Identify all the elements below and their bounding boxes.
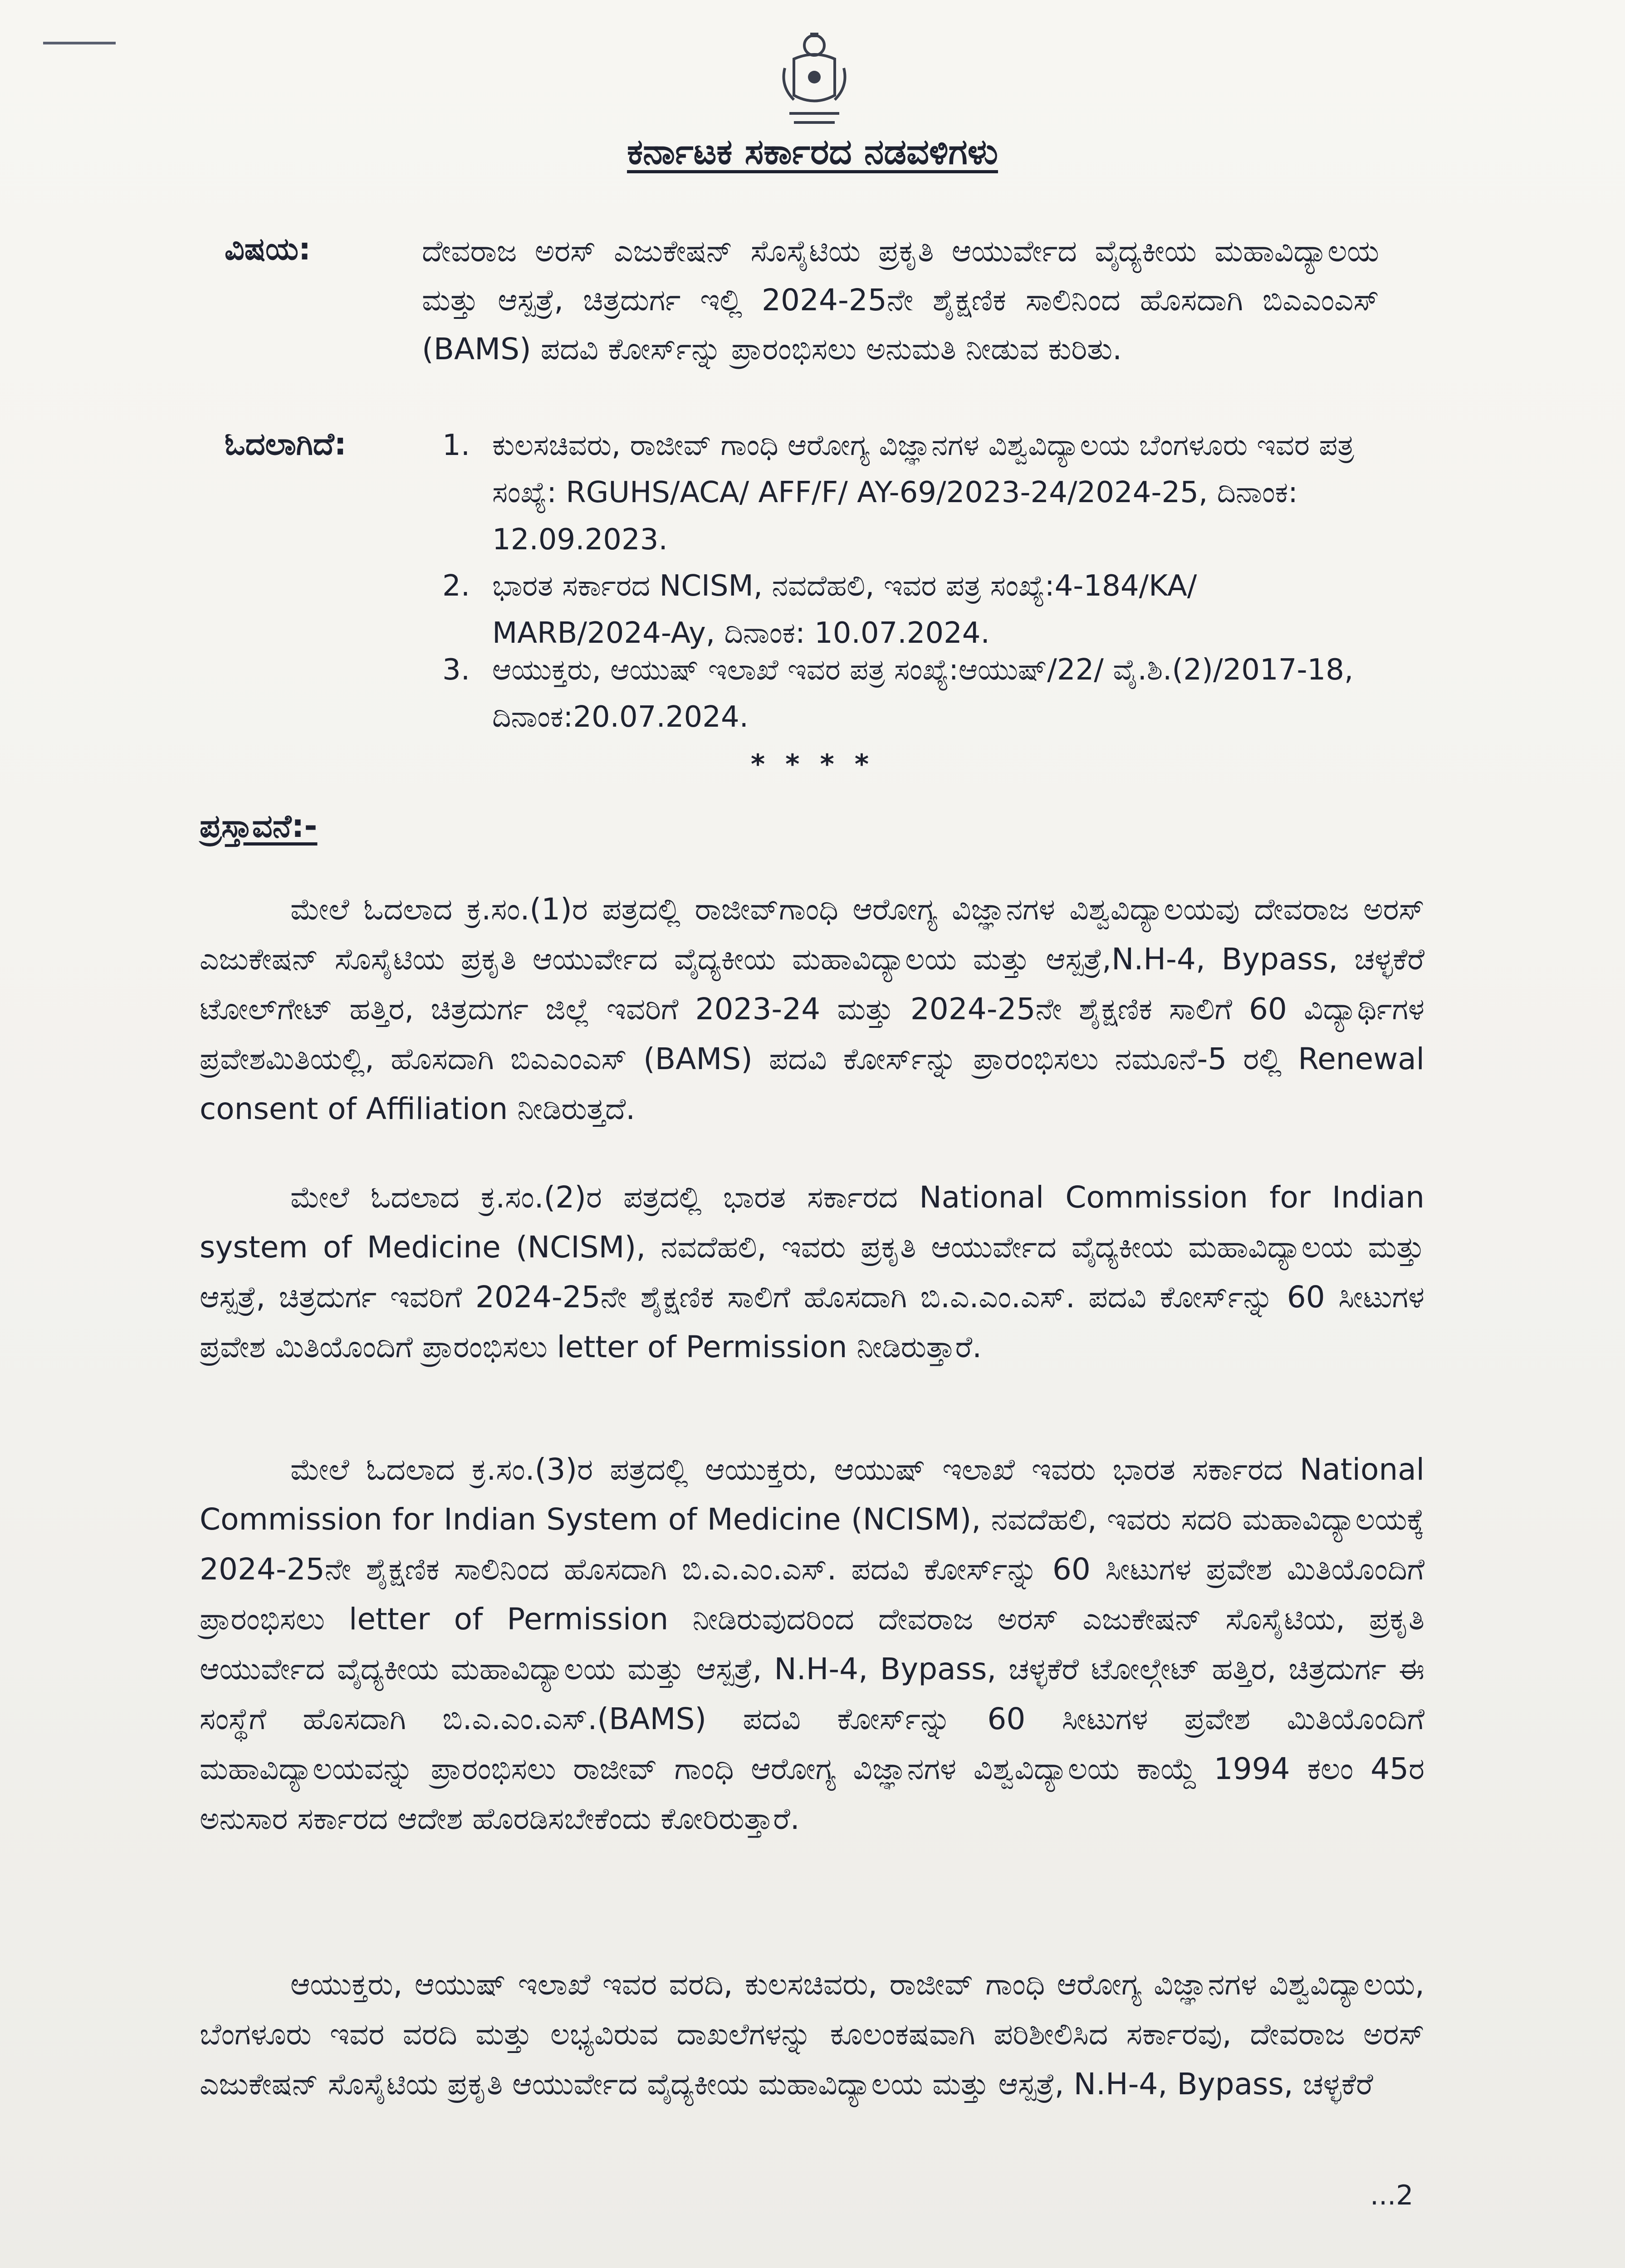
references-label: ಓದಲಾಗಿದೆ: <box>225 426 347 462</box>
page-continuation: ...2 <box>1370 2180 1414 2211</box>
reference-number: 2. <box>442 569 470 603</box>
reference-item: ಕುಲಸಚಿವರು, ರಾಜೀವ್ ಗಾಂಧಿ ಆರೋಗ್ಯ ವಿಜ್ಞಾನಗಳ ವಿಶ್ವವಿದ್ಯಾಲಯ ಬೆಂಗಳೂರು ಇವರ ಪತ್ರ ಸಂಖ್ಯೆ: RGUHS/ACA/ AFF/F/ AY-69/2023-24/2024-25, ದಿನಾಂಕ: 12.09.2023. <box>492 429 1354 557</box>
reference-item: ಆಯುಕ್ತರು, ಆಯುಷ್ ಇಲಾಖೆ ಇವರ ಪತ್ರ ಸಂಖ್ಯೆ:ಆಯುಷ್/22/ ವೈ.ಶಿ.(2)/2017-18, ದಿನಾಂಕ:20.07.2024. <box>492 653 1354 734</box>
preamble-paragraph: ಮೇಲೆ ಓದಲಾದ ಕ್ರ.ಸಂ.(1)ರ ಪತ್ರದಲ್ಲಿ ರಾಜೀವ್‌ಗಾಂಧಿ ಆರೋಗ್ಯ ವಿಜ್ಞಾನಗಳ ವಿಶ್ವವಿದ್ಯಾಲಯವು ದೇವರಾಜ ಅರಸ್ ಎಜುಕೇಷನ್ ಸೊಸೈಟಿಯ ಪ್ರಕೃತಿ ಆಯುರ್ವೇದ ವೈದ್ಯಕೀಯ ಮಹಾವಿದ್ಯಾಲಯ ಮತ್ತು ಆಸ್ಪತ್ರೆ,N.H-4, Bypass, ಚಳ್ಳಕೆರೆ ಟೋಲ್‌ಗೇಟ್ ಹತ್ತಿರ, ಚಿತ್ರದುರ್ಗ ಜಿಲ್ಲೆ ಇವರಿಗೆ 2023-24 ಮತ್ತು 2024-25ನೇ ಶೈಕ್ಷಣಿಕ ಸಾಲಿಗೆ 60 ವಿದ್ಯಾರ್ಥಿಗಳ ಪ್ರವೇಶಮಿತಿಯಲ್ಲಿ, ಹೊಸದಾಗಿ ಬಿಎಎಂಎಸ್ (BAMS) ಪದವಿ ಕೋರ್ಸ್‌ನ್ನು ಪ್ರಾರಂಭಿಸಲು ನಮೂನೆ-5 ರಲ್ಲಿ Renewal consent of Affiliation ನೀಡಿರುತ್ತದೆ. <box>200 892 1424 1126</box>
preamble-paragraph: ಆಯುಕ್ತರು, ಆಯುಷ್ ಇಲಾಖೆ ಇವರ ವರದಿ, ಕುಲಸಚಿವರು, ರಾಜೀವ್ ಗಾಂಧಿ ಆರೋಗ್ಯ ವಿಜ್ಞಾನಗಳ ವಿಶ್ವವಿದ್ಯಾಲಯ, ಬೆಂಗಳೂರು ಇವರ ವರದಿ ಮತ್ತು ಲಭ್ಯವಿರುವ ದಾಖಲೆಗಳನ್ನು ಕೂಲಂಕಷವಾಗಿ ಪರಿಶೀಲಿಸಿದ ಸರ್ಕಾರವು, ದೇವರಾಜ ಅರಸ್ ಎಜುಕೇಷನ್ ಸೊಸೈಟಿಯ ಪ್ರಕೃತಿ ಆಯುರ್ವೇದ ವೈದ್ಯಕೀಯ ಮಹಾವಿದ್ಯಾಲಯ ಮತ್ತು ಆಸ್ಪತ್ರೆ, N.H-4, Bypass, ಚಳ್ಳಕೆರೆ <box>200 1967 1424 2102</box>
corner-mark <box>43 42 116 44</box>
state-emblem-icon <box>767 27 862 132</box>
preamble-heading: ಪ್ರಸ್ತಾವನೆ:- <box>200 807 318 845</box>
reference-number: 3. <box>442 653 470 687</box>
subject-text: ದೇವರಾಜ ಅರಸ್ ಎಜುಕೇಷನ್ ಸೊಸೈಟಿಯ ಪ್ರಕೃತಿ ಆಯುರ್ವೇದ ವೈದ್ಯಕೀಯ ಮಹಾವಿದ್ಯಾಲಯ ಮತ್ತು ಆಸ್ಪತ್ರೆ, ಚಿತ್ರದುರ್ಗ ಇಲ್ಲಿ 2024-25ನೇ ಶೈಕ್ಷಣಿಕ ಸಾಲಿನಿಂದ ಹೊಸದಾಗಿ ಬಿಎಎಂಎಸ್ (BAMS) ಪದವಿ ಕೋರ್ಸ್‌ನ್ನು ಪ್ರಾರಂಭಿಸಲು ಅನುಮತಿ ನೀಡುವ ಕುರಿತು. <box>422 234 1379 367</box>
preamble-paragraph: ಮೇಲೆ ಓದಲಾದ ಕ್ರ.ಸಂ.(3)ರ ಪತ್ರದಲ್ಲಿ ಆಯುಕ್ತರು, ಆಯುಷ್ ಇಲಾಖೆ ಇವರು ಭಾರತ ಸರ್ಕಾರದ National Commission for Indian System of Medicine (NCISM), ನವದೆಹಲಿ, ಇವರು ಸದರಿ ಮಹಾವಿದ್ಯಾಲಯಕ್ಕೆ 2024-25ನೇ ಶೈಕ್ಷಣಿಕ ಸಾಲಿನಿಂದ ಹೊಸದಾಗಿ ಬಿ.ಎ.ಎಂ.ಎಸ್. ಪದವಿ ಕೋರ್ಸ್‌ನ್ನು 60 ಸೀಟುಗಳ ಪ್ರವೇಶ ಮಿತಿಯೊಂದಿಗೆ ಪ್ರಾರಂಭಿಸಲು letter of Permission ನೀಡಿರುವುದರಿಂದ ದೇವರಾಜ ಅರಸ್ ಎಜುಕೇಷನ್ ಸೊಸೈಟಿಯ, ಪ್ರಕೃತಿ ಆಯುರ್ವೇದ ವೈದ್ಯಕೀಯ ಮಹಾವಿದ್ಯಾಲಯ ಮತ್ತು ಆಸ್ಪತ್ರೆ, N.H-4, Bypass, ಚಳ್ಳಕೆರೆ ಟೋಲ್ಗೇಟ್ ಹತ್ತಿರ, ಚಿತ್ರದುರ್ಗ ಈ ಸಂಸ್ಥೆಗೆ ಹೊಸದಾಗಿ ಬಿ.ಎ.ಎಂ.ಎಸ್.(BAMS) ಪದವಿ ಕೋರ್ಸ್‌ನ್ನು 60 ಸೀಟುಗಳ ಪ್ರವೇಶ ಮಿತಿಯೊಂದಿಗೆ ಮಹಾವಿದ್ಯಾಲಯವನ್ನು ಪ್ರಾರಂಭಿಸಲು ರಾಜೀವ್ ಗಾಂಧಿ ಆರೋಗ್ಯ ವಿಜ್ಞಾನಗಳ ವಿಶ್ವವಿದ್ಯಾಲಯ ಕಾಯ್ದೆ 1994 ಕಲಂ 45ರ ಅನುಸಾರ ಸರ್ಕಾರದ ಆದೇಶ ಹೊರಡಿಸಬೇಕೆಂದು ಕೋರಿರುತ್ತಾರೆ. <box>200 1452 1424 1836</box>
section-separator: * * * * <box>750 748 875 780</box>
reference-item: ಭಾರತ ಸರ್ಕಾರದ NCISM, ನವದೆಹಲಿ, ಇವರ ಪತ್ರ ಸಂಖ್ಯೆ:4-184/KA/ MARB/2024-Ay, ದಿನಾಂಕ: 10.07.2024. <box>492 569 1197 650</box>
preamble-paragraph: ಮೇಲೆ ಓದಲಾದ ಕ್ರ.ಸಂ.(2)ರ ಪತ್ರದಲ್ಲಿ ಭಾರತ ಸರ್ಕಾರದ National Commission for Indian system of Medicine (NCISM), ನವದೆಹಲಿ, ಇವರು ಪ್ರಕೃತಿ ಆಯುರ್ವೇದ ವೈದ್ಯಕೀಯ ಮಹಾವಿದ್ಯಾಲಯ ಮತ್ತು ಆಸ್ಪತ್ರೆ, ಚಿತ್ರದುರ್ಗ ಇವರಿಗೆ 2024-25ನೇ ಶೈಕ್ಷಣಿಕ ಸಾಲಿಗೆ ಹೊಸದಾಗಿ ಬಿ.ಎ.ಎಂ.ಎಸ್. ಪದವಿ ಕೋರ್ಸ್‌ನ್ನು 60 ಸೀಟುಗಳ ಪ್ರವೇಶ ಮಿತಿಯೊಂದಿಗೆ ಪ್ರಾರಂಭಿಸಲು letter of Permission ನೀಡಿರುತ್ತಾರೆ. <box>200 1180 1424 1364</box>
reference-number: 1. <box>442 429 470 462</box>
page-title: ಕರ್ನಾಟಕ ಸರ್ಕಾರದ ನಡವಳಿಗಳು <box>627 132 998 172</box>
subject-label: ವಿಷಯ: <box>225 231 311 267</box>
